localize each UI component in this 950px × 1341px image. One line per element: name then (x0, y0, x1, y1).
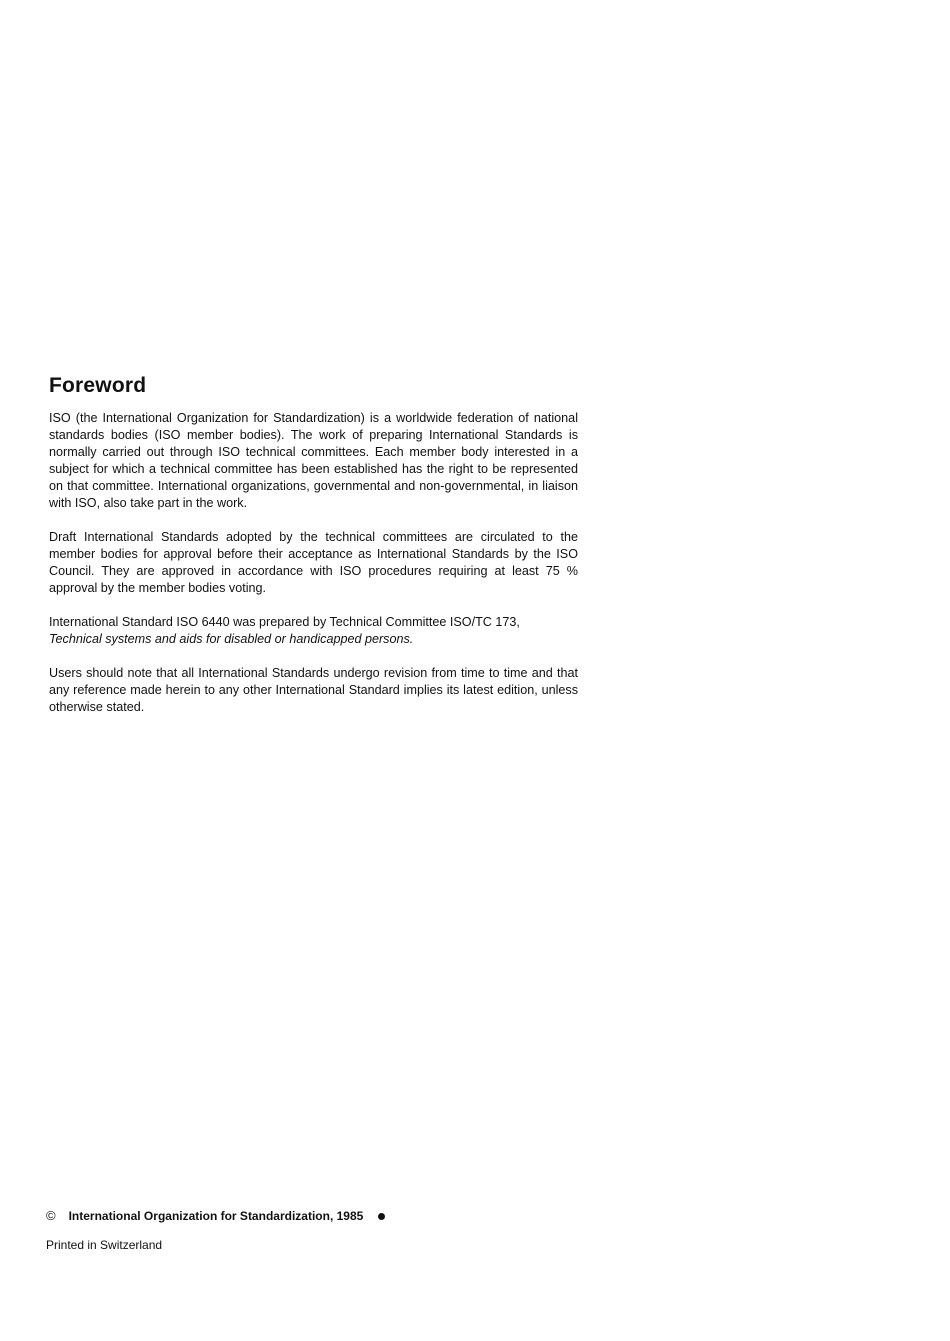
copyright-symbol: © (46, 1208, 56, 1223)
bullet-icon (378, 1213, 385, 1220)
foreword-paragraph-draft-standards: Draft International Standards adopted by the technical committees are circulated to the member bodies for approval before their acceptance as International Standards by the ISO Council. They are approved in accordance with ISO procedures requiring at least 75 % approval by the member bodies voting. (49, 530, 578, 595)
foreword-section (49, 372, 578, 733)
foreword-heading: Foreword (49, 374, 147, 397)
copyright-text: International Organization for Standardization, 1985 (68, 1209, 364, 1223)
preparation-text: International Standard ISO 6440 was prepared by Technical Committee ISO/TC 173, (49, 615, 520, 629)
copyright-line (46, 1207, 466, 1225)
printed-in-label: Printed in Switzerland (46, 1238, 163, 1252)
committee-title: Technical systems and aids for disabled or handicapped persons. (49, 632, 414, 646)
foreword-paragraph-revision-note: Users should note that all International Standards undergo revision from time to time and that any reference made herein to any other International Standard implies its latest edition, unless otherwise stated. (49, 666, 578, 714)
foreword-paragraph-iso-federation: ISO (the International Organization for Standardization) is a worldwide federation of national standards bodies (ISO member bodies). The work of preparing International Standards is normally carried out through ISO technical committees. Each member body interested in a subject for which a technical committee has been established has the right to be represented on that committee. International organizations, governmental and non-governmental, in liaison with ISO, also take part in the work. (49, 411, 578, 510)
foreword-paragraph-preparation (49, 614, 578, 648)
page-footer (46, 1207, 466, 1253)
